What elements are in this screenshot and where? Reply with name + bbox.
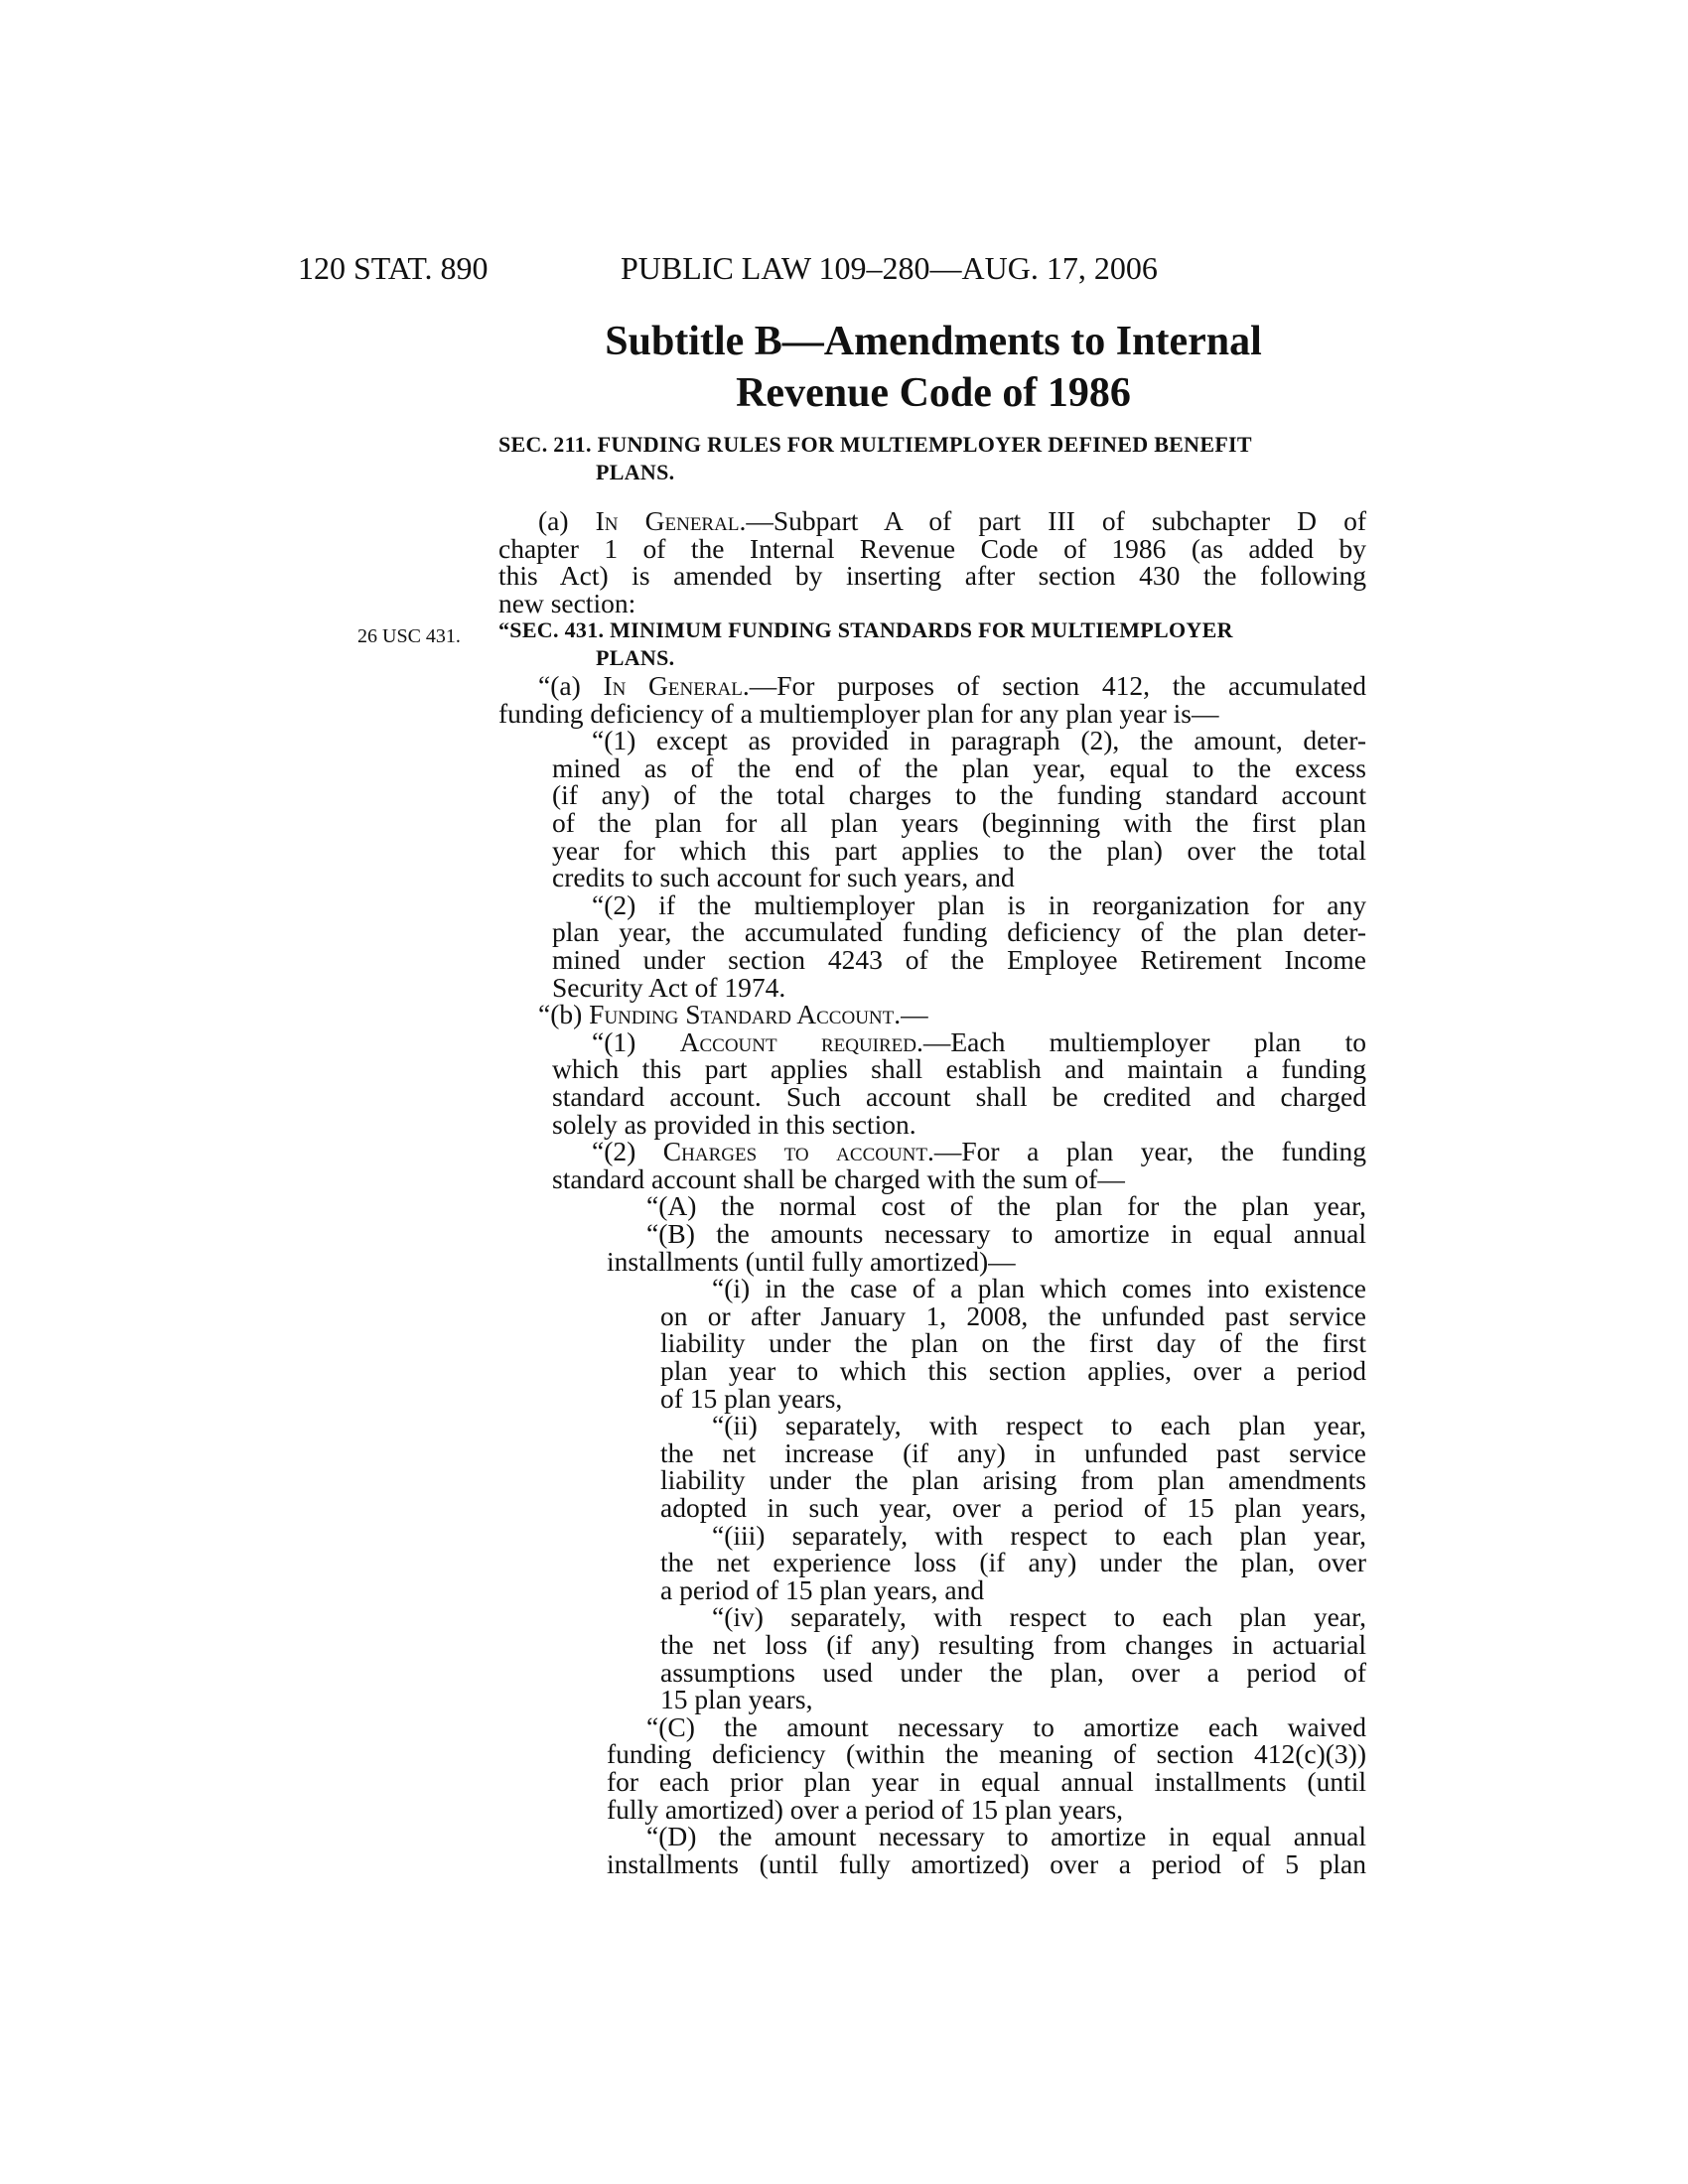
- text-line: which this part applies shall establish and maintain a funding: [552, 1053, 1366, 1085]
- subtitle-heading: [536, 316, 1331, 419]
- text-line: adopted in such year, over a period of 15 plan years,: [660, 1491, 1366, 1523]
- text-line: plan year, the accumulated funding deficiency of the plan deter-: [552, 916, 1366, 948]
- text-line: “(iii) separately, with respect to each plan year,: [712, 1519, 1366, 1551]
- subtitle-line-2: Revenue Code of 1986: [736, 370, 1131, 416]
- text-line: “(i) in the case of a plan which comes into existence: [712, 1273, 1366, 1304]
- section-211-line-2: PLANS.: [596, 460, 675, 484]
- text-line: liability under the plan arising from plan amendments: [660, 1464, 1366, 1496]
- subparagraphs-a-b: [607, 1192, 1366, 1275]
- section-431-heading: [498, 616, 1366, 672]
- text-line: the net experience loss (if any) under the plan, over: [660, 1547, 1366, 1578]
- text-line: “(C) the amount necessary to amortize each waived: [646, 1710, 1366, 1742]
- text-line: “(B) the amounts necessary to amortize in equal annual: [646, 1217, 1366, 1249]
- text-line: standard account. Such account shall be credited and charged: [552, 1080, 1366, 1112]
- text-line: assumptions used under the plan, over a period of: [660, 1656, 1366, 1688]
- text-line: “(iv) separately, with respect to each plan year,: [712, 1601, 1366, 1633]
- text-line: installments (until fully amortized) over a period of 5 plan: [607, 1847, 1366, 1879]
- text-line: this Act) is amended by inserting after section 430 the following: [498, 560, 1366, 592]
- text-line: solely as provided in this section.: [552, 1108, 916, 1140]
- text-line: “(2) Charges to account.—For a plan year, the funding: [592, 1136, 1366, 1167]
- text-line: chapter 1 of the Internal Revenue Code of 1986 (as added by: [498, 532, 1366, 564]
- text-line: 15 plan years,: [660, 1684, 813, 1715]
- section-211-heading: [498, 431, 1366, 486]
- text-line: “(1) Account required.—Each multiemployer plan to: [592, 1025, 1367, 1057]
- subsection-a: [498, 672, 1366, 727]
- text-line: “(b) Funding Standard Account.—: [538, 999, 928, 1030]
- inline-heading: Account required: [679, 1025, 916, 1057]
- inline-heading: In General: [603, 670, 743, 701]
- text-line: plan year to which this section applies, over a period: [660, 1354, 1366, 1386]
- text-line: “(A) the normal cost of the plan for the plan year,: [646, 1190, 1366, 1222]
- stat-page-number: 120 STAT. 890: [298, 250, 489, 286]
- text-line: “(a) In General.—For purposes of section 412, the accumulated: [538, 670, 1367, 701]
- text-line: for each prior plan year in equal annual installments (until: [607, 1765, 1366, 1797]
- text-line: Security Act of 1974.: [552, 971, 786, 1003]
- running-header: PUBLIC LAW 109–280—AUG. 17, 2006: [621, 250, 1158, 286]
- section-211-paragraph-a: [498, 507, 1366, 616]
- text-line: “(2) if the multiemployer plan is in reorganization for any: [592, 888, 1366, 920]
- margin-citation: 26 USC 431.: [357, 625, 461, 647]
- text-line: standard account shall be charged with the sum of—: [552, 1162, 1125, 1194]
- clauses-i-to-iv: [660, 1275, 1366, 1713]
- text-line: mined under section 4243 of the Employee Retirement Income: [552, 943, 1366, 975]
- text-line: funding deficiency of a multiemployer plan for any plan year is—: [498, 697, 1219, 729]
- text-line: “(D) the amount necessary to amortize in equal annual: [646, 1821, 1366, 1852]
- text-line: mined as of the end of the plan year, equal to the excess: [552, 751, 1366, 783]
- subsection-b-paragraphs: [552, 1025, 1367, 1194]
- text-line: credits to such account for such years, and: [552, 862, 1015, 893]
- text-line: the net increase (if any) in unfunded past service: [660, 1436, 1366, 1468]
- subsection-b-heading: [538, 1001, 1366, 1028]
- inline-heading: Charges to account: [662, 1136, 928, 1167]
- subtitle-line-1: Subtitle B—Amendments to Internal: [605, 319, 1262, 364]
- text-line: the net loss (if any) resulting from changes in actuarial: [660, 1628, 1366, 1660]
- inline-heading: Funding Standard Account: [589, 999, 895, 1030]
- text-line: installments (until fully amortized)—: [607, 1245, 1016, 1277]
- subparagraphs-c-d: [607, 1710, 1366, 1879]
- text-line: (a) In General.—Subpart A of part III of subchapter D of: [538, 505, 1367, 536]
- text-line: a period of 15 plan years, and: [660, 1573, 985, 1605]
- section-211-line-1: SEC. 211. FUNDING RULES FOR MULTIEMPLOYER DEFINED BENEFIT: [498, 432, 1252, 457]
- text-line: on or after January 1, 2008, the unfunded past service: [660, 1299, 1366, 1331]
- text-line: of the plan for all plan years (beginning with the first plan: [552, 806, 1366, 838]
- paragraphs-1-and-2: [552, 727, 1366, 1001]
- text-line: liability under the plan on the first day of the first: [660, 1327, 1366, 1359]
- text-line: new section:: [498, 587, 636, 618]
- text-line: “(ii) separately, with respect to each plan year,: [712, 1410, 1366, 1441]
- text-line: of 15 plan years,: [660, 1382, 843, 1414]
- section-431-line-1: “SEC. 431. MINIMUM FUNDING STANDARDS FOR MULTIEMPLOYER: [498, 617, 1233, 642]
- text-line: “(1) except as provided in paragraph (2), the amount, deter-: [592, 725, 1366, 756]
- text-line: year for which this part applies to the plan) over the total: [552, 834, 1366, 866]
- text-line: funding deficiency (within the meaning of section 412(c)(3)): [607, 1738, 1366, 1770]
- text-line: (if any) of the total charges to the funding standard account: [552, 779, 1366, 811]
- text-line: fully amortized) over a period of 15 plan years,: [607, 1793, 1124, 1825]
- inline-heading: In General: [595, 505, 740, 536]
- section-431-line-2: PLANS.: [596, 645, 675, 670]
